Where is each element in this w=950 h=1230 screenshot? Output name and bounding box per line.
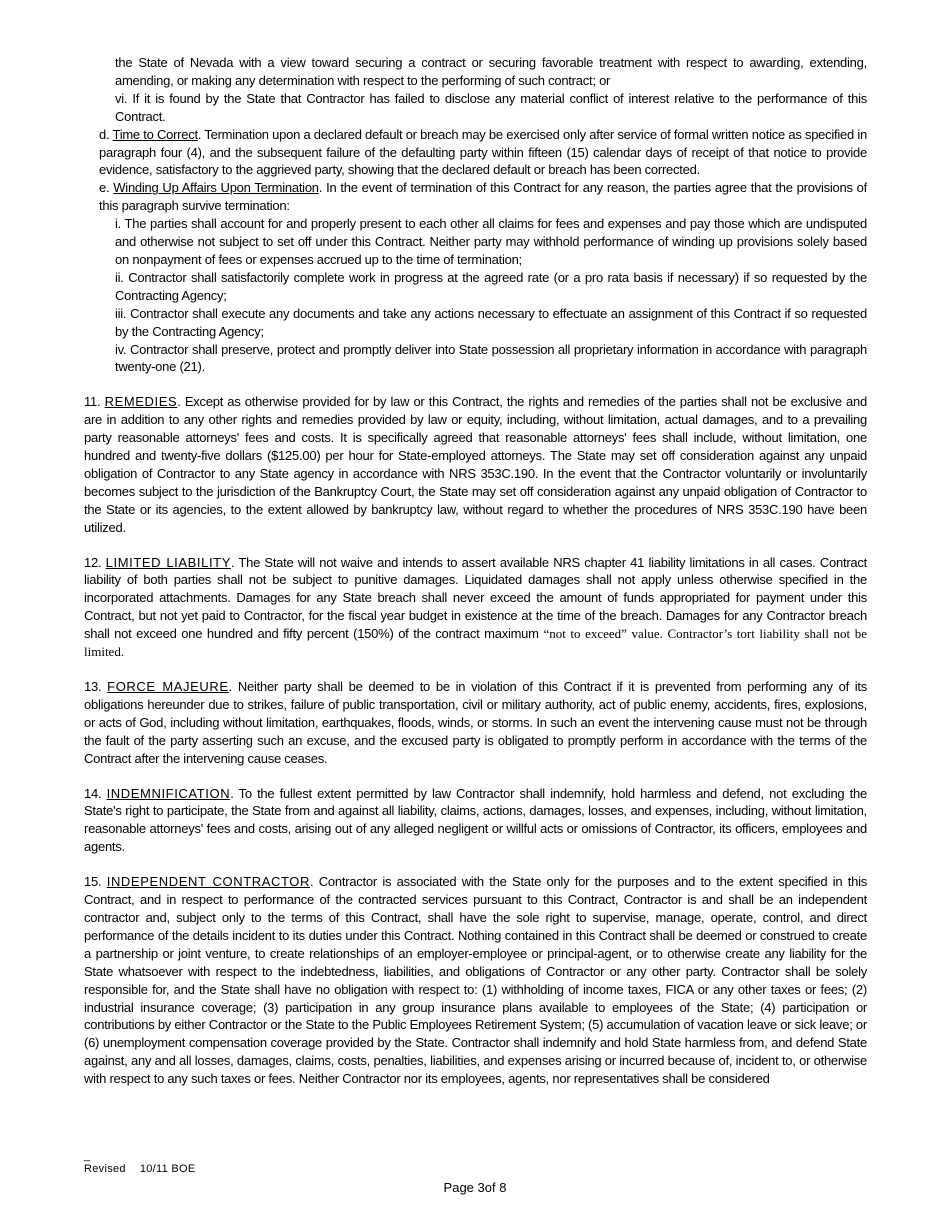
clause-e-prefix: e. <box>99 180 114 196</box>
section-14-heading: INDEMNIFICATION <box>106 785 231 801</box>
section-12-num: 12. <box>84 554 106 570</box>
section-15-independent-contractor <box>84 873 867 1088</box>
clause-e-item-iv: iv. Contractor shall preserve, protect and promptly deliver into State possession all proprietary information in accordance with paragraph twenty-one (21). <box>115 341 867 375</box>
section-11-heading: REMEDIES <box>104 394 178 410</box>
section-11-remedies <box>84 393 867 536</box>
clause-e-text: . In the event of termination of this Contract for any reason, the parties agree that the provisions of this paragraph survive termination: <box>99 180 867 214</box>
clause-e-item-i: i. The parties shall account for and properly present to each other all claims for fees and expenses and pay those which are undisputed and otherwise not subject to set off under this Contract. Neither party may withhold performance of winding up provisions solely based on nonpayment of fees or expenses accrued up to the time of termination; <box>115 216 867 267</box>
clause-e <box>84 179 867 215</box>
section-11-text: . Except as otherwise provided for by law or this Contract, the rights and remedies of the parties shall not be exclusive and are in addition to any other rights and remedies provided by law or equity, including, without limitation, actual damages, and to a prevailing party reasonable attorneys' fees and costs. It is specifically agreed that reasonable attorneys' fees shall include, without limitation, one hundred and twenty-five dollars ($125.00) per hour for State-employed attorneys. The State may set off consideration against any unpaid obligation of Contractor to any State agency in accordance with NRS 353C.190. In the event that the Contractor voluntarily or involuntarily becomes subject to the jurisdiction of the Bankruptcy Court, the State may set off consideration against any unpaid obligation of Contractor to the State or its agencies, to the extent allowed by bankruptcy law, without regard to whether the procedures of NRS 353C.190 have been utilized. <box>84 394 868 535</box>
section-14-text: . To the fullest extent permitted by law Contractor shall indemnify, hold harmless and defend, not excluding the State's right to participate, the State from and against all liability, claims, actions, damages, losses, and expenses, including, without limitation, reasonable attorneys' fees and costs, arising out of any alleged negligent or willful acts or omissions of Contractor, its officers, employees and agents. <box>84 785 867 855</box>
section-14-num: 14. <box>84 785 107 801</box>
section-15-text: . Contractor is associated with the State only for the purposes and to the extent specified in this Contract, and in respect to performance of the contracted services pursuant to this Contract, Contractor is and shall be an independent contractor and, subject only to the terms of this Contract, shall have the sole right to supervise, manage, operate, control, and direct performance of the details incident to its duties under this Contract. Nothing contained in this Contract shall be deemed or construed to create a partnership or joint venture, to create relationships of an employer-employee or principal-agent, or to otherwise create any liability for the State whatsoever with respect to the indebtedness, liabilities, and obligations of Contractor or any other party. Contractor shall be solely responsible for, and the State shall have no obligation with respect to: (1) withholding of income taxes, FICA or any other taxes or fees; (2) industrial insurance coverage; (3) participation in any group insurance plans available to employees of the State; (4) participation or contributions by either Contractor or the State to the Public Employees Retirement System; (5) accumulation of vacation leave or sick leave; or (6) unemployment compensation coverage provided by the State. Contractor shall indemnify and hold State harmless from, and defend State against, any and all losses, damages, claims, costs, penalties, liabilities, and expenses arising or incurred because of, incident to, or otherwise with respect to any such taxes or fees. Neither Contractor nor its employees, agents, nor representatives shall be considered <box>84 874 867 1087</box>
section-13-num: 13. <box>84 679 108 694</box>
section-13-force-majeure <box>84 678 867 768</box>
clause-d-heading: Time to Correct <box>112 126 198 142</box>
section-12-tail: “not to exceed” value. Contractor’s tort liability shall not be limited. <box>84 626 867 660</box>
clause-vi: vi. If it is found by the State that Contractor has failed to disclose any material conflict of interest relative to the performance of this Contract. <box>115 90 867 124</box>
section-12-text: . The State will not waive and intends to assert available NRS chapter 41 liability limitations in all cases. Contract liability of both parties shall not be subject to punitive damages. Liquidated damages shall not apply unless otherwise specified in the incorporated attachments. Damages for any State breach shall never exceed the amount of funds appropriated for payment under this Contract, but not yet paid to Contractor, for the fiscal year budget in existence at the time of the breach. Damages for any Contractor breach shall not exceed one hundred and fifty percent (150%) of the contract maximum <box>84 554 867 642</box>
section-13-text: . Neither party shall be deemed to be in violation of this Contract if it is prevented from performing any of its obligations hereunder due to strikes, failure of public transportation, civil or military authority, act of public enemy, accidents, fires, explosions, or acts of God, including without limitation, earthquakes, floods, winds, or storms. In such an event the intervening cause must not be through the fault of the party asserting such an excuse, and the excused party is obligated to promptly perform in accordance with the terms of the Contract after the intervening cause ceases. <box>84 679 868 766</box>
document-body <box>84 54 867 1088</box>
clause-d-prefix: d. <box>99 126 113 142</box>
footer-revised-label: Revised <box>84 1163 126 1175</box>
section-15-heading: INDEPENDENT CONTRACTOR <box>106 874 311 890</box>
clause-d-text: . Termination upon a declared default or breach may be exercised only after service of formal written notice as specified in paragraph four (4), and the subsequent failure of the defaulting party within fifteen (15) calendar days of receipt of that notice to provide evidence, satisfactory to the aggrieved party, showing that the declared default or breach has been corrected. <box>99 126 867 178</box>
page-number: Page 3of 8 <box>443 1180 507 1195</box>
section-12-heading: LIMITED LIABILITY <box>105 554 231 570</box>
section-12-limited-liability <box>84 554 867 661</box>
footer-revision-date: 10/11 BOE <box>139 1163 196 1175</box>
section-11-num: 11. <box>84 394 105 410</box>
clause-d <box>84 126 867 180</box>
clause-v-continuation: the State of Nevada with a view toward securing a contract or securing favorable treatment with respect to awarding, extending, amending, or making any determination with respect to the performing of such contract; or <box>115 55 867 88</box>
section-14-indemnification <box>84 785 867 857</box>
clause-e-item-ii: ii. Contractor shall satisfactorily complete work in progress at the agreed rate (or a pro rata basis if necessary) if so requested by the Contracting Agency; <box>115 269 867 303</box>
footer-mark: _ <box>84 1150 91 1162</box>
clause-e-item-iii: iii. Contractor shall execute any documents and take any actions necessary to effectuate an assignment of this Contract if so requested by the Contracting Agency; <box>115 305 867 339</box>
section-15-num: 15. <box>84 874 107 890</box>
clause-e-heading: Winding Up Affairs Upon Termination <box>113 180 319 196</box>
section-13-heading: FORCE MAJEURE <box>107 679 229 694</box>
footer-revision <box>84 1163 196 1175</box>
